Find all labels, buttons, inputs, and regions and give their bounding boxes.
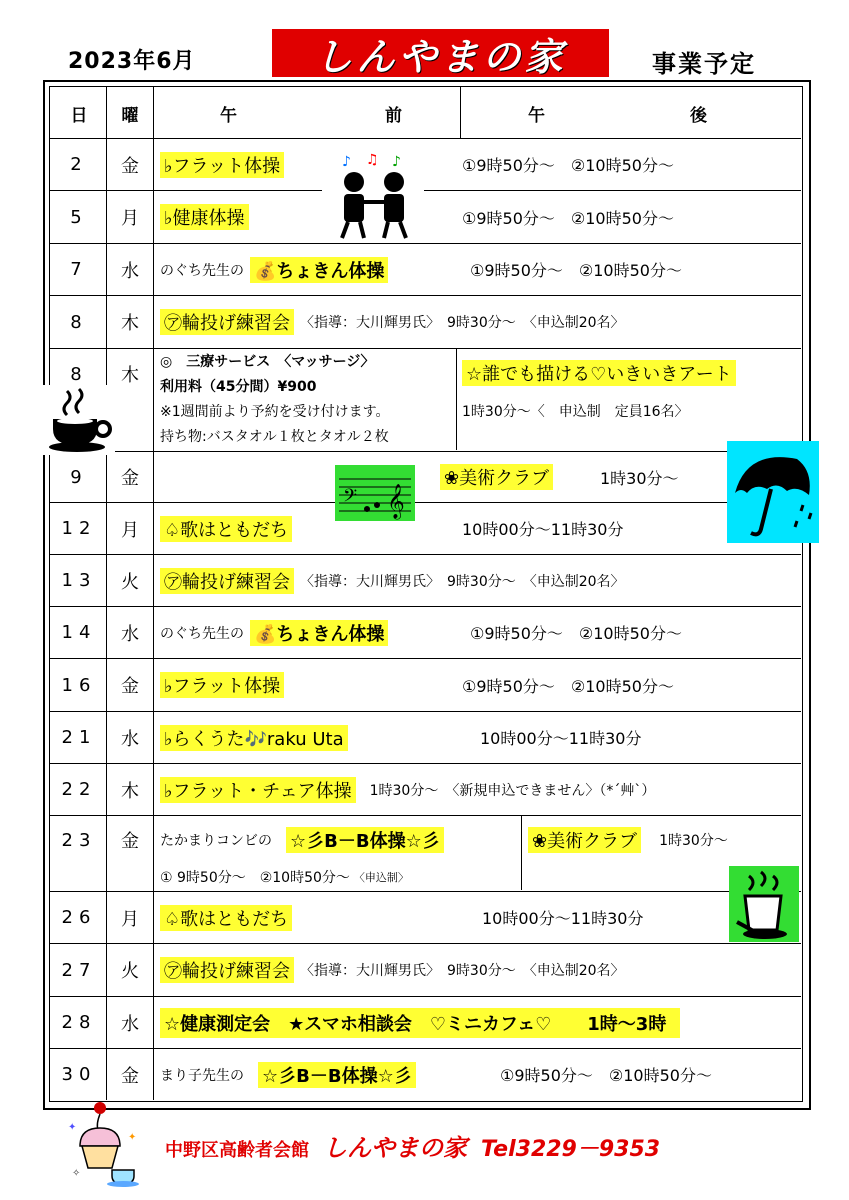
row-dow: 木 (121, 313, 139, 334)
row-day: 5 (70, 206, 88, 228)
art-event (462, 358, 736, 388)
pm-event-label: ❀美術クラブ (528, 827, 641, 853)
event-label: ☆彡B－B体操☆彡 (258, 1062, 416, 1088)
row-event (160, 1049, 416, 1100)
year-month: 2023年6月 (68, 49, 196, 74)
row-day: 7 (70, 259, 88, 280)
row-dow: 金 (121, 676, 139, 697)
row-dow: 金 (121, 468, 139, 489)
page-subtitle: 事業予定 (652, 50, 756, 78)
row-day: 8 (70, 311, 88, 333)
header-pm-1: 午 (528, 105, 545, 126)
row-dow: 金 (121, 1065, 139, 1087)
event-prefix: のぐち先生の (160, 625, 244, 642)
header-am-1: 午 (220, 105, 237, 126)
row-day: 9 (70, 466, 88, 488)
footer-name: しんやまの家 (323, 1134, 467, 1162)
row-day: 12 (61, 518, 97, 539)
row-line (49, 815, 801, 816)
event-detail: 〈指導：大川輝男氏〉 9時30分～ 〈申込制20名〉 (300, 573, 625, 590)
row-times: ①9時50分～ ②10時50分～ (462, 676, 674, 696)
row-day: 14 (61, 622, 97, 643)
svg-text:♪: ♪ (392, 154, 401, 170)
event-label: ㋐輪投げ練習会 (160, 568, 294, 594)
divider-row13 (521, 816, 522, 890)
row-event (160, 659, 284, 711)
footer-tel: Tel3229－9353 (481, 1137, 661, 1162)
row-line (49, 348, 801, 349)
row-day: 27 (61, 959, 97, 981)
svg-text:✧: ✧ (72, 1168, 81, 1179)
row-event (160, 555, 625, 606)
row-dow: 水 (121, 260, 139, 282)
svg-text:✦: ✦ (68, 1122, 77, 1133)
svg-text:♫: ♫ (366, 152, 379, 168)
row-event (160, 892, 292, 943)
event-label: ☆健康測定会 ★スマホ相談会 ♡ミニカフェ♡ 1時～3時 (160, 1008, 680, 1038)
row-event (160, 944, 625, 996)
event-label: ♭フラット体操 (160, 152, 284, 178)
music-staff-icon (335, 465, 415, 521)
row-day: 16 (61, 674, 97, 696)
svg-text:𝄞: 𝄞 (387, 484, 405, 519)
row-dow: 月 (121, 208, 139, 229)
header-am-2: 前 (385, 105, 402, 126)
row-times: ①9時50分～ ②10時50分～ (470, 624, 682, 643)
cupcake-icon (62, 1100, 150, 1188)
row-day: 2 (70, 154, 88, 175)
header-dow: 曜 (121, 105, 139, 126)
event-prefix: のぐち先生の (160, 262, 244, 279)
event-label: 💰ちょきん体操 (250, 257, 388, 283)
row-day: 28 (61, 1012, 97, 1033)
row-times (160, 864, 409, 890)
event-detail: 1時30分～ 〈新規申込できません〉（*´艸`） (369, 782, 656, 799)
event-detail: 〈指導：大川輝男氏〉 9時30分～ 〈申込制20名〉 (300, 963, 625, 979)
row-event (160, 712, 348, 763)
event-label: ㋐輪投げ練習会 (160, 957, 294, 983)
row-day: 23 (61, 829, 97, 851)
event-label: ☆彡B－B体操☆彡 (286, 827, 444, 853)
page-title: しんやまの家 (272, 29, 609, 77)
row-dow: 月 (121, 519, 139, 541)
row-times: 10時00分～11時30分 (480, 729, 642, 748)
coffee-cup-icon (43, 385, 115, 455)
row-times: 10時00分～11時30分 (462, 520, 624, 539)
row-day: 22 (61, 779, 97, 800)
row-dow: 木 (121, 365, 139, 386)
header-pm-2: 後 (690, 105, 707, 126)
row-dow: 水 (121, 728, 139, 750)
row-event (160, 764, 655, 815)
divider-day (106, 86, 107, 1100)
row-day: 21 (61, 727, 97, 748)
event-label: ♭らくうた🎶raku Uta (160, 725, 348, 751)
pm-event-time: 1時30分～ (659, 833, 728, 849)
row-event (160, 503, 292, 554)
event-label: ㋐輪投げ練習会 (160, 309, 294, 335)
event-prefix: まり子先生の (160, 1067, 244, 1084)
row-day: 13 (61, 570, 97, 591)
row-day: 26 (61, 907, 97, 928)
event-detail: 〈指導：大川輝男氏〉 9時30分～ 〈申込制20名〉 (300, 315, 625, 331)
row-event (160, 191, 249, 243)
row-event (160, 607, 388, 658)
event-label: ♭フラット・チェア体操 (160, 777, 356, 803)
footer (165, 1128, 660, 1163)
svg-text:♪: ♪ (342, 154, 351, 170)
row-times-text: ① 9時50分～ ②10時50分～ (160, 870, 350, 886)
svg-text:✦: ✦ (128, 1132, 137, 1143)
row-times: ①9時50分～ ②10時50分～ (462, 156, 674, 175)
row-times: 10時00分～11時30分 (482, 909, 644, 928)
row-times: ①9時50分～ ②10時50分～ (462, 208, 674, 228)
row-dow: 水 (121, 623, 139, 645)
row-dow: 火 (121, 571, 139, 593)
row-event (160, 296, 625, 348)
row-dow: 火 (121, 961, 139, 982)
row-times: 1時30分～ (600, 468, 679, 488)
divider-header-ampm (460, 86, 461, 138)
umbrella-icon (727, 441, 819, 543)
row-times: ①9時50分～ ②10時50分～ (470, 261, 682, 280)
row-dow: 金 (121, 155, 139, 177)
row-dow: 月 (121, 908, 139, 930)
event-label: ♤歌はともだち (160, 516, 292, 542)
row-times: ①9時50分～ ②10時50分～ (500, 1066, 712, 1085)
event-prefix: たかまりコンビの (160, 833, 272, 849)
svg-text:𝄢: 𝄢 (343, 486, 358, 511)
row-event (160, 244, 388, 295)
cafe-cup-icon (729, 866, 799, 942)
massage-line-3: ※1週間前より予約を受け付けます。 (160, 404, 390, 420)
row-times-note: 〈申込制〉 (353, 871, 409, 884)
massage-line-2: 利用料（45分間）¥900 (160, 379, 317, 395)
row-pm-event (528, 820, 728, 860)
event-label: ♭フラット体操 (160, 672, 284, 698)
event-label: ♭健康体操 (160, 204, 249, 230)
row-dow: 木 (121, 780, 139, 802)
event-label: 💰ちょきん体操 (250, 620, 388, 646)
divider-dow (153, 86, 154, 1100)
massage-line-1: ◎ 三療サービス 〈マッサージ〉 (160, 354, 375, 370)
row-dow: 金 (121, 831, 139, 852)
art-detail: 1時30分～〈 申込制 定員16名〉 (462, 404, 689, 420)
row-event (160, 139, 284, 190)
row-day: 8 (70, 363, 88, 385)
footer-org: 中野区高齢者会館 (165, 1140, 309, 1161)
row-day: 30 (61, 1064, 97, 1085)
massage-line-4: 持ち物:バスタオル１枚とタオル２枚 (160, 429, 389, 445)
event-label: ❀美術クラブ (440, 464, 553, 490)
row-event (160, 820, 444, 860)
art-event-label: ☆誰でも描ける♡いきいきアート (462, 360, 736, 386)
row-line (49, 451, 801, 452)
header-day: 日 (70, 105, 88, 126)
dancing-people-icon (322, 150, 424, 242)
divider-row5 (456, 348, 457, 450)
row-event (160, 997, 680, 1048)
row-dow: 水 (121, 1013, 139, 1035)
event-label: ♤歌はともだち (160, 905, 292, 931)
row-event (440, 452, 553, 502)
